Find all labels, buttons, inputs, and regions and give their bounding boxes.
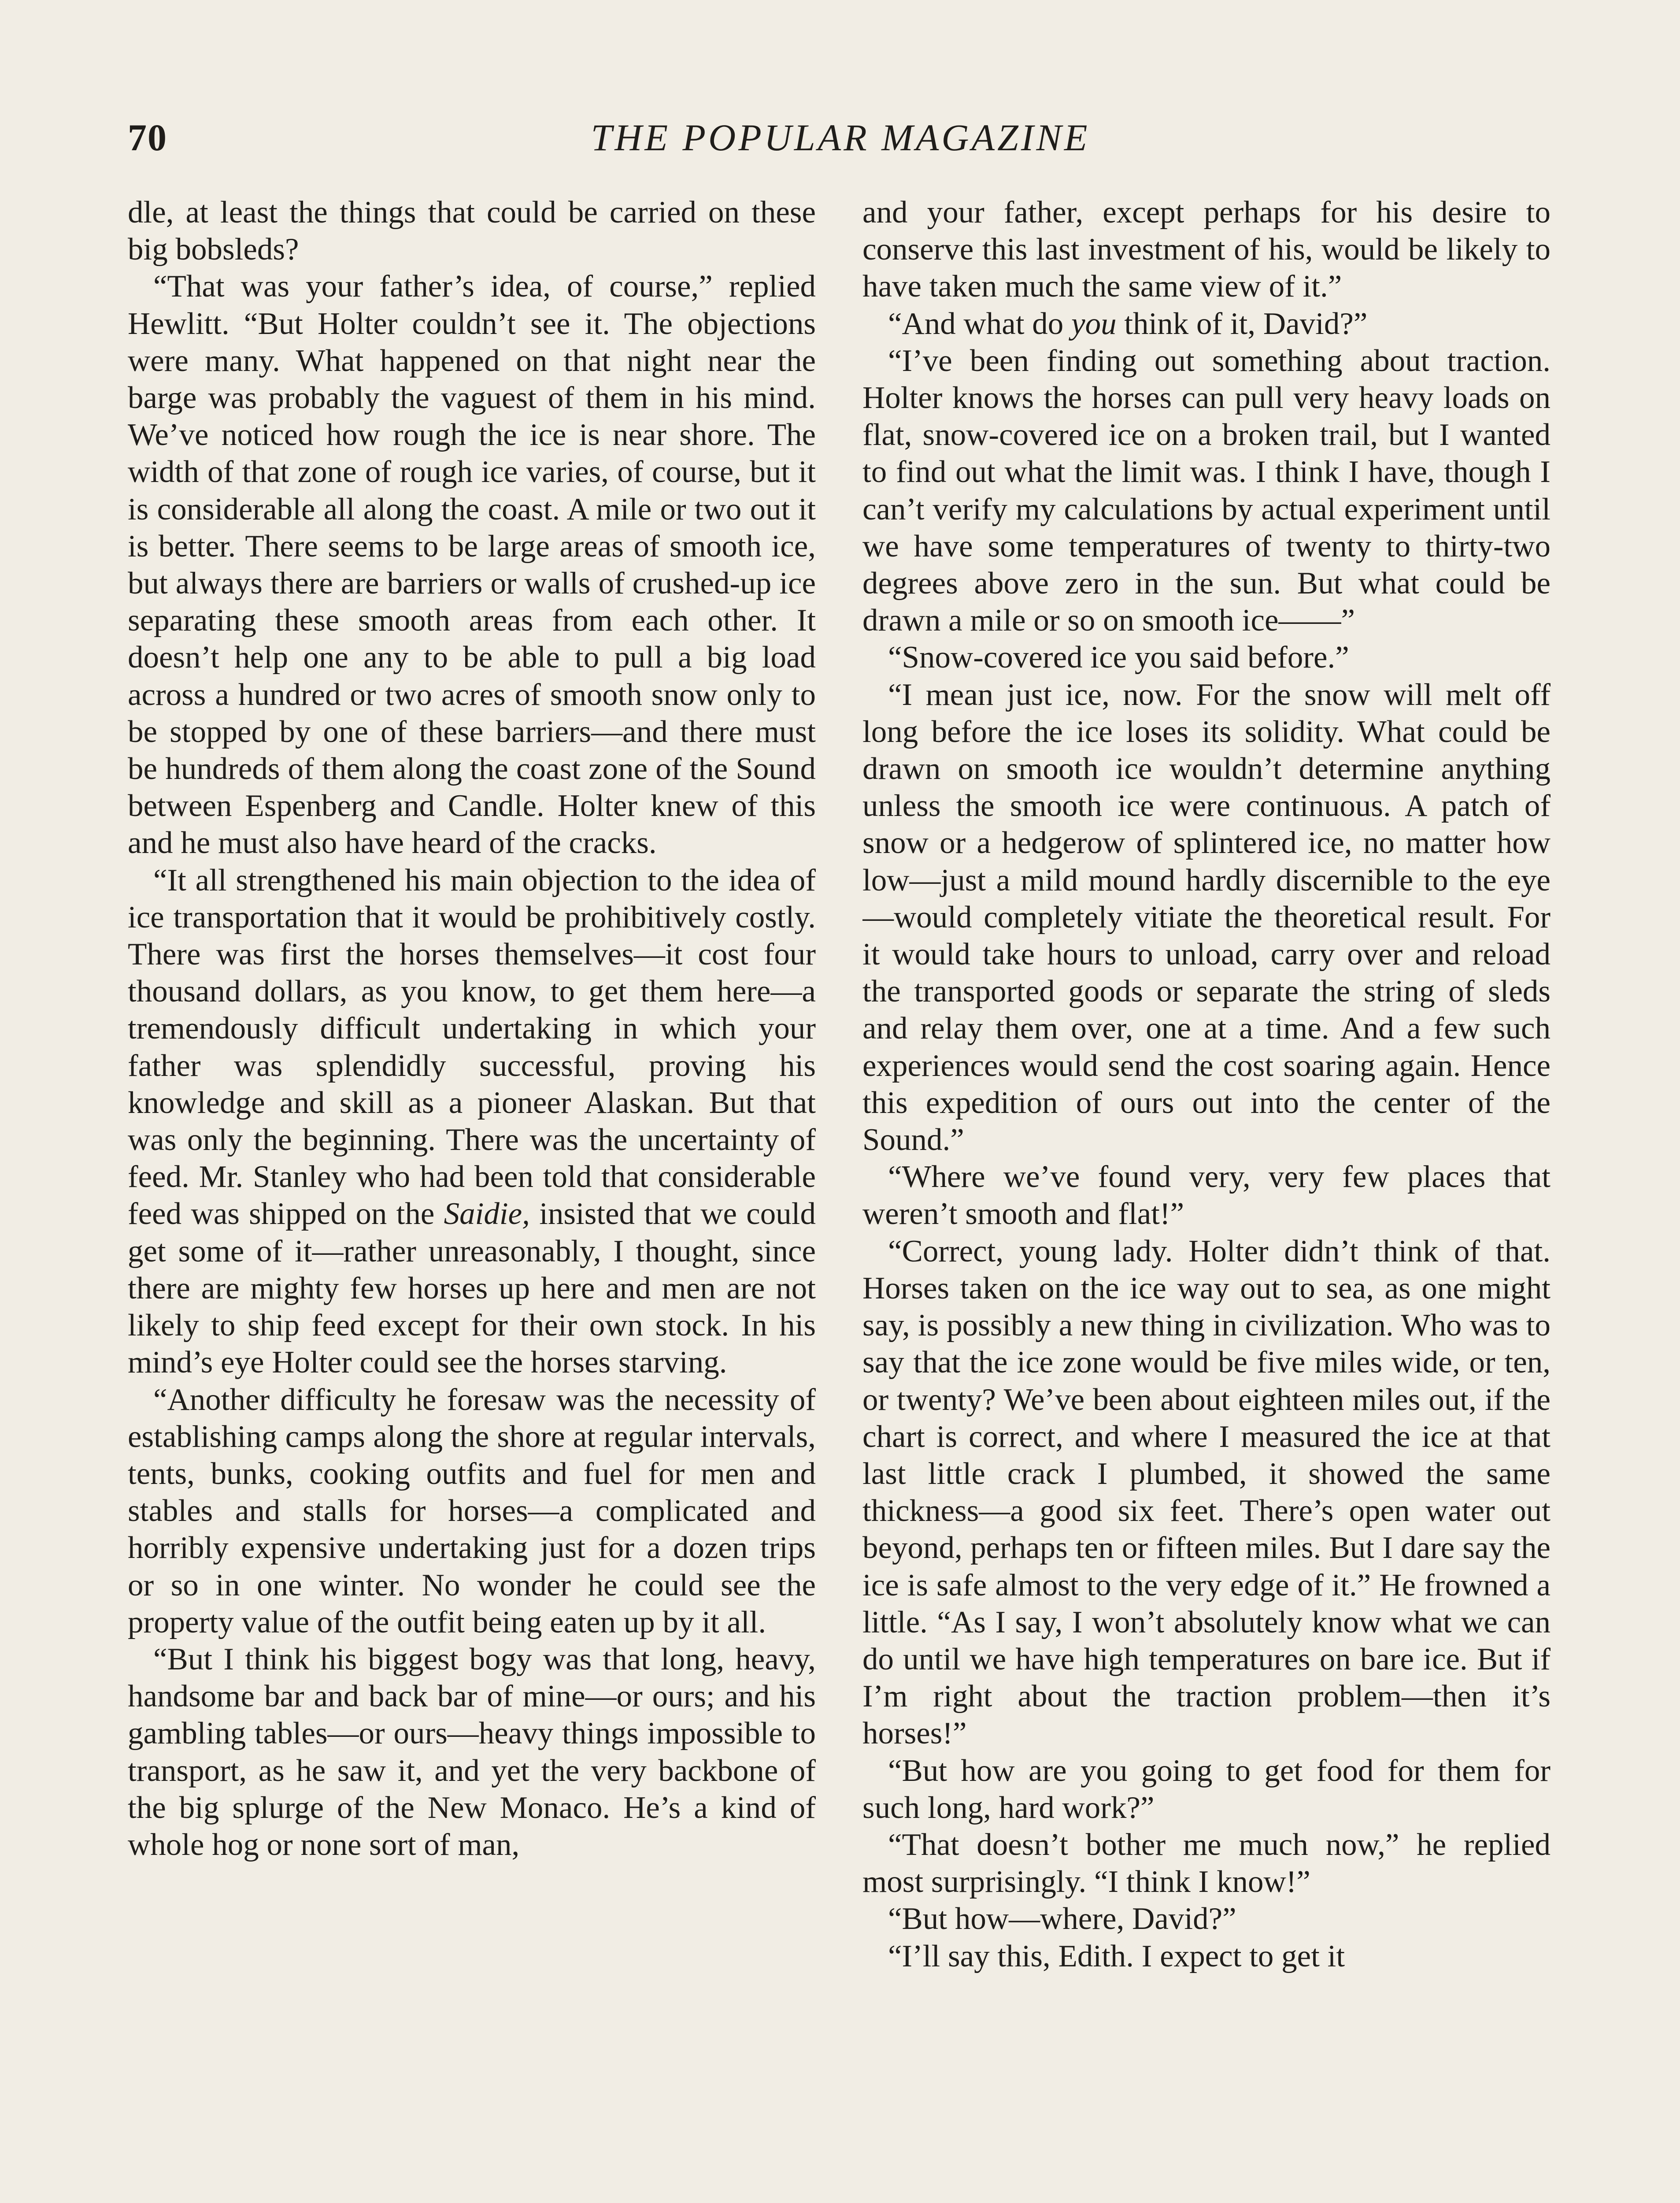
ship-name: Saidie,: [444, 1197, 530, 1231]
paragraph: and your father, except perhaps for his desire to conserve this last investment of his, would be likely to have taken much the same view of it.”: [862, 195, 1550, 304]
paragraph: dle, at least the things that could be carried on these big bobsleds?: [128, 195, 816, 267]
paragraph: “Where we’ve found very, very few places that weren’t smooth and flat!”: [862, 1160, 1550, 1231]
paragraph: “That doesn’t bother me much now,” he replied most surprisingly. “I think I know!”: [862, 1827, 1550, 1899]
right-column: [862, 194, 1550, 2203]
paragraph-text: “It all strengthened his main objection to the idea of ice transportation that it would be prohibitively costly. There was first the horses themselves—it cost four thousand dollars, as you know, to get them here—a tremendously difficult undertaking in which your father was splendidly successful, proving his knowledge and skill as a pioneer Alaskan. But that was only the beginning. There was the uncertainty of feed. Mr. Stanley who had been told that considerable feed was shipped on the: [128, 863, 816, 1231]
paragraph: [128, 862, 816, 1381]
paragraph: “Correct, young lady. Holter didn’t think of that. Horses taken on the ice way out to sea, as one might say, is possibly a new thing in civilization. Who was to say that the ice zone would be five miles wide, or ten, or twenty? We’ve been about eighteen miles out, if the chart is correct, and where I measured the ice at that last little crack I plumbed, it showed the same thickness—a good six feet. There’s open water out beyond, perhaps ten or fifteen miles. But I dare say the ice is safe almost to the very edge of it.” He frowned a little. “As I say, I won’t absolutely know what we can do until we have high temperatures on bare ice. But if I’m right about the traction problem—then it’s horses!”: [862, 1234, 1550, 1751]
paragraph: “But I think his biggest bogy was that long, heavy, handsome bar and back bar of mine—or ours; and his gambling tables—or ours—heavy things impossible to transport, as he saw it, and yet the very backbone of the big splurge of the New Monaco. He’s a kind of whole hog or none sort of man,: [128, 1642, 816, 1862]
paragraph-text: think of it, David?”: [1124, 306, 1368, 341]
left-column: [128, 194, 816, 2203]
paragraph: “I’ve been finding out something about traction. Holter knows the horses can pull very heavy loads on flat, snow-covered ice on a broken trail, but I wanted to find out what the limit was. I think I have, though I can’t verify my calculations by actual experiment until we have some temperatures of twenty to thirty-two degrees above zero in the sun. But what could be drawn a mile or so on smooth ice——”: [862, 343, 1550, 638]
paragraph-text: “And what do: [888, 306, 1064, 341]
page-header: [128, 115, 1553, 168]
page-number: 70: [128, 116, 167, 159]
paragraph: “Snow-covered ice you said before.”: [888, 640, 1349, 675]
paragraph: “That was your father’s idea, of course,” replied Hewlitt. “But Holter couldn’t see it. The objections were many. What happened on that night near the barge was probably the vaguest of them in his mind. We’ve noticed how rough the ice is near shore. The width of that zone of rough ice varies, of course, but it is considerable all along the coast. A mile or two out it is better. There seems to be large areas of smooth ice, but always there are barriers or walls of crushed-up ice separating these smooth areas from each other. It doesn’t help one any to be able to pull a big load across a hundred or two acres of smooth snow only to be stopped by one of these barriers—and there must be hundreds of them along the coast zone of the Sound between Espenberg and Candle. Holter knew of this and he must also have heard of the cracks.: [128, 269, 816, 860]
running-head: THE POPULAR MAGAZINE: [591, 116, 1090, 159]
paragraph: “I’ll say this, Edith. I expect to get it: [888, 1939, 1345, 1973]
paragraph: [862, 305, 1550, 342]
paragraph: “But how are you going to get food for them for such long, hard work?”: [862, 1753, 1550, 1825]
paragraph: “But how—where, David?”: [888, 1902, 1236, 1936]
paragraph: “I mean just ice, now. For the snow will melt off long before the ice loses its solidity. What could be drawn on smooth ice wouldn’t determine anything unless the smooth ice were continuous. A patch of snow or a hedgerow of splintered ice, no matter how low—just a mild mound hardly discernible to the eye—would completely vitiate the theoretical result. For it would take hours to unload, carry over and reload the transported goods or separate the string of sleds and relay them over, one at a time. And a few such experiences would send the cost soaring again. Hence this expedition of ours out into the center of the Sound.”: [862, 677, 1550, 1157]
paragraph-text: insisted that we could get some of it—rather unreasonably, I thought, since there are mighty few horses up here and men are not likely to ship feed except for their own stock. In his mind’s eye Holter could see the horses starving.: [128, 1197, 816, 1380]
emphasis: you: [1071, 306, 1117, 341]
paragraph: “Another difficulty he foresaw was the necessity of establishing camps along the shore at regular intervals, tents, bunks, cooking outfits and fuel for men and stables and stalls for horses—a complicated and horribly expensive undertaking just for a dozen trips or so in one winter. No wonder he could see the property value of the outfit being eaten up by it all.: [128, 1382, 816, 1639]
